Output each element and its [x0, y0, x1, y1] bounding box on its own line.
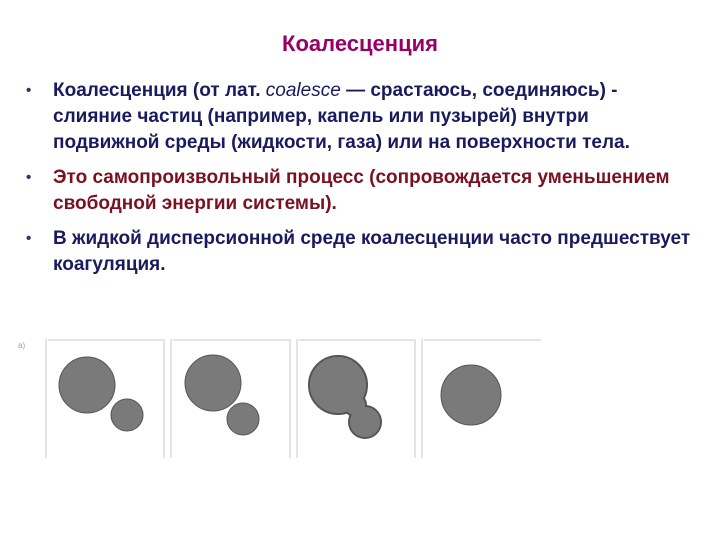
definition-part-3: — срастаюсь, соединяюсь) - слияние частиц (например, капель или пузырей) внутри подвижной среды (жидкости, газа) или на поверхности тела.: [53, 80, 630, 153]
large-drop: [59, 357, 115, 413]
coalescence-figure: [16, 335, 546, 463]
bullet-item-coagulation: [26, 226, 696, 278]
panel-separate-drops: [59, 357, 143, 431]
figure-label: а): [18, 341, 26, 350]
bullet-marker: •: [26, 82, 32, 99]
panel-neck-formation: [309, 356, 381, 438]
bullet-text-spontaneous: Это самопроизвольный процесс (сопровождается уменьшением свободной энергии системы).: [53, 167, 670, 214]
bullet-item-definition: [26, 78, 696, 156]
bullet-marker: •: [26, 169, 32, 186]
slide-title: Коалесценция: [282, 31, 438, 56]
merged-drop: [441, 365, 501, 425]
panel-merged-drop: [441, 365, 501, 425]
large-drop: [185, 355, 241, 411]
definition-latin-term: coalesce: [265, 80, 341, 101]
panel-contact: [185, 355, 259, 435]
bullet-marker: •: [26, 230, 32, 247]
bullet-text-definition: [53, 78, 696, 156]
bullet-item-spontaneous: [26, 165, 696, 217]
bullet-text-coagulation: В жидкой дисперсионной среде коалесценции часто предшествует коагуляция.: [53, 228, 691, 275]
small-drop: [111, 399, 143, 431]
definition-part-1: Коалесценция (от лат.: [53, 80, 266, 101]
coalescence-stages-image: [16, 335, 546, 463]
bullet-list: [26, 78, 696, 278]
small-drop: [227, 403, 259, 435]
